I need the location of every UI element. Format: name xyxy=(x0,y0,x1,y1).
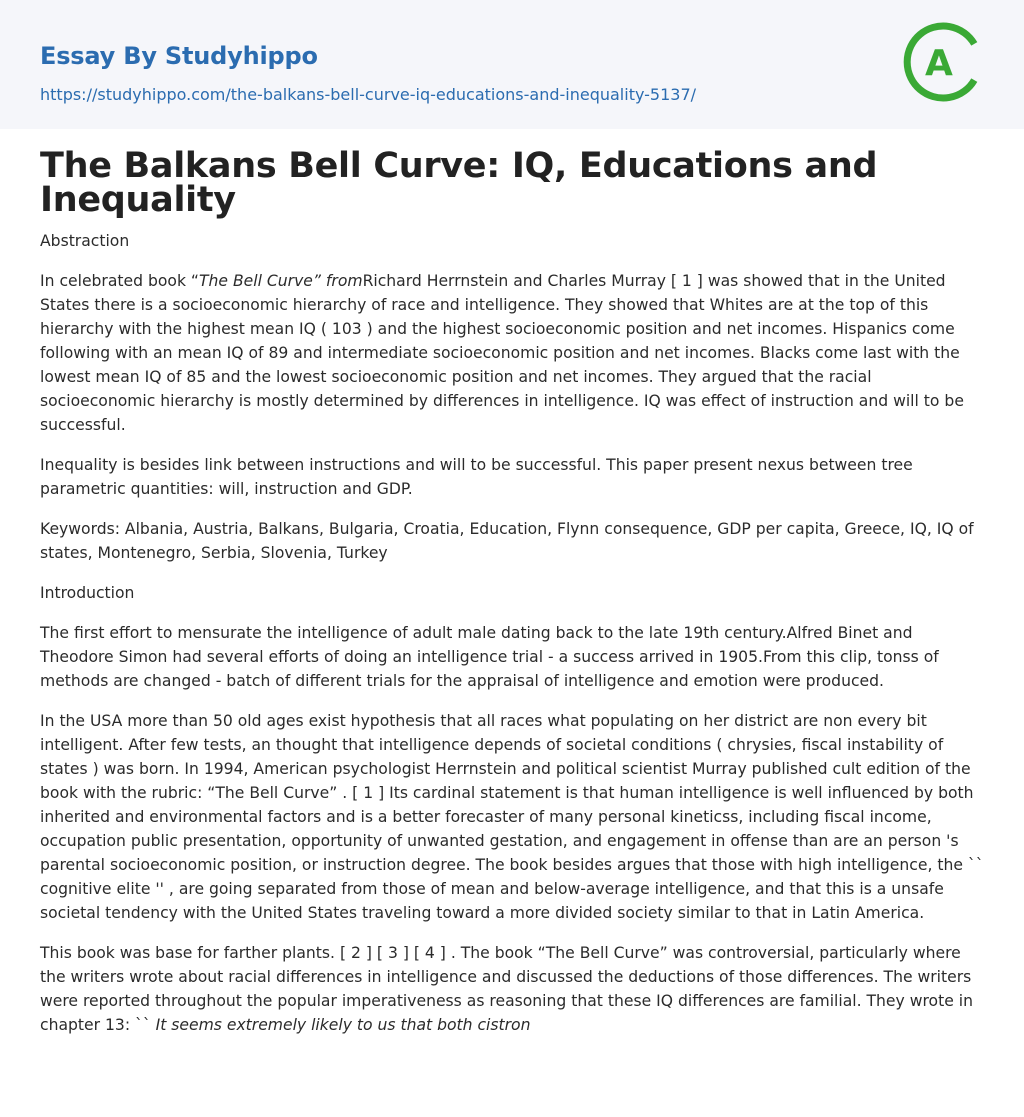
paragraph-inequality: Inequality is besides link between instructions and will to be successful. This paper present nexus between tree parametric quantities: will, instruction and GDP. xyxy=(40,456,913,498)
keywords: Keywords: Albania, Austria, Balkans, Bulgaria, Croatia, Education, Flynn consequence, GDP per capita, Greece, IQ, IQ of states, Montenegro, Serbia, Slovenia, Turkey xyxy=(40,520,974,562)
site-header xyxy=(0,0,1024,129)
paragraph-book-start: This book was base for farther plants. [ 2 ] [ 3 ] [ 4 ] . The book “The Bell Curve” was controversial, particularly where the writers wrote about racial differences in intelligence and discussed the deductions of those differences. The writers were reported throughout the popular imperativeness as reasoning that these IQ differences are familial. They wrote in chapter 13: `` xyxy=(40,944,973,1034)
article-body xyxy=(0,146,1024,1037)
essay-url-link[interactable]: https://studyhippo.com/the-balkans-bell-curve-iq-educations-and-inequality-5137/ xyxy=(40,85,697,104)
quote-italic: It seems extremely likely to us that both cistron xyxy=(155,1016,531,1034)
paragraph-abstract-start: In celebrated book “ xyxy=(40,272,200,290)
paragraph-abstract-rest: Richard Herrnstein and Charles Murray [ 1 ] was showed that in the United States there is a socioeconomic hierarchy of race and intelligence. They showed that Whites are at the top of this hierarchy with the highest mean IQ ( 103 ) and the highest socioeconomic position and net incomes. Hispanics come following with an mean IQ of 89 and intermediate socioeconomic position and net incomes. Blacks come last with the lowest mean IQ of 85 and the lowest socioeconomic position and net incomes. They argued that the racial socioeconomic hierarchy is mostly determined by differences in intelligence. IQ was effect of instruction and will to be successful. xyxy=(40,272,964,434)
introduction-heading: Introduction xyxy=(40,584,135,602)
studyhippo-logo-icon[interactable] xyxy=(899,19,985,105)
abstract-heading: Abstraction xyxy=(40,232,130,250)
paragraph-usa: In the USA more than 50 old ages exist hypothesis that all races what populating on her district are non every bit intelligent. After few tests, an thought that intelligence depends of societal conditions ( chrysies, fiscal instability of states ) was born. In 1994, American psychologist Herrnstein and political scientist Murray published cult edition of the book with the rubric: “The Bell Curve” . [ 1 ] Its cardinal statement is that human intelligence is well influenced by both inherited and environmental factors and is a better forecaster of many personal kineticss, including fiscal income, occupation public presentation, opportunity of unwanted gestation, and engagement in offense than are an person 's parental socioeconomic position, or instruction degree. The book besides argues that those with high intelligence, the `` cognitive elite '' , are going separated from those of mean and below-average intelligence, and that this is a unsafe societal tendency with the United States traveling toward a more divided society similar to that in Latin America. xyxy=(40,712,984,922)
paragraph-history: The first effort to mensurate the intelligence of adult male dating back to the late 19th century.Alfred Binet and Theodore Simon had several efforts of doing an intelligence trial - a success arrived in 1905.From this clip, tonss of methods are changed - batch of different trials for the appraisal of intelligence and emotion were produced. xyxy=(40,624,939,690)
article-title: The Balkans Bell Curve: IQ, Educations and Inequality xyxy=(40,146,878,220)
logo-letter: A xyxy=(925,43,953,84)
paragraph-book xyxy=(40,941,984,1037)
paragraph-abstract xyxy=(40,269,984,437)
book-title-italic: The Bell Curve” from xyxy=(199,272,363,290)
site-brand[interactable]: Essay By Studyhippo xyxy=(40,42,318,70)
